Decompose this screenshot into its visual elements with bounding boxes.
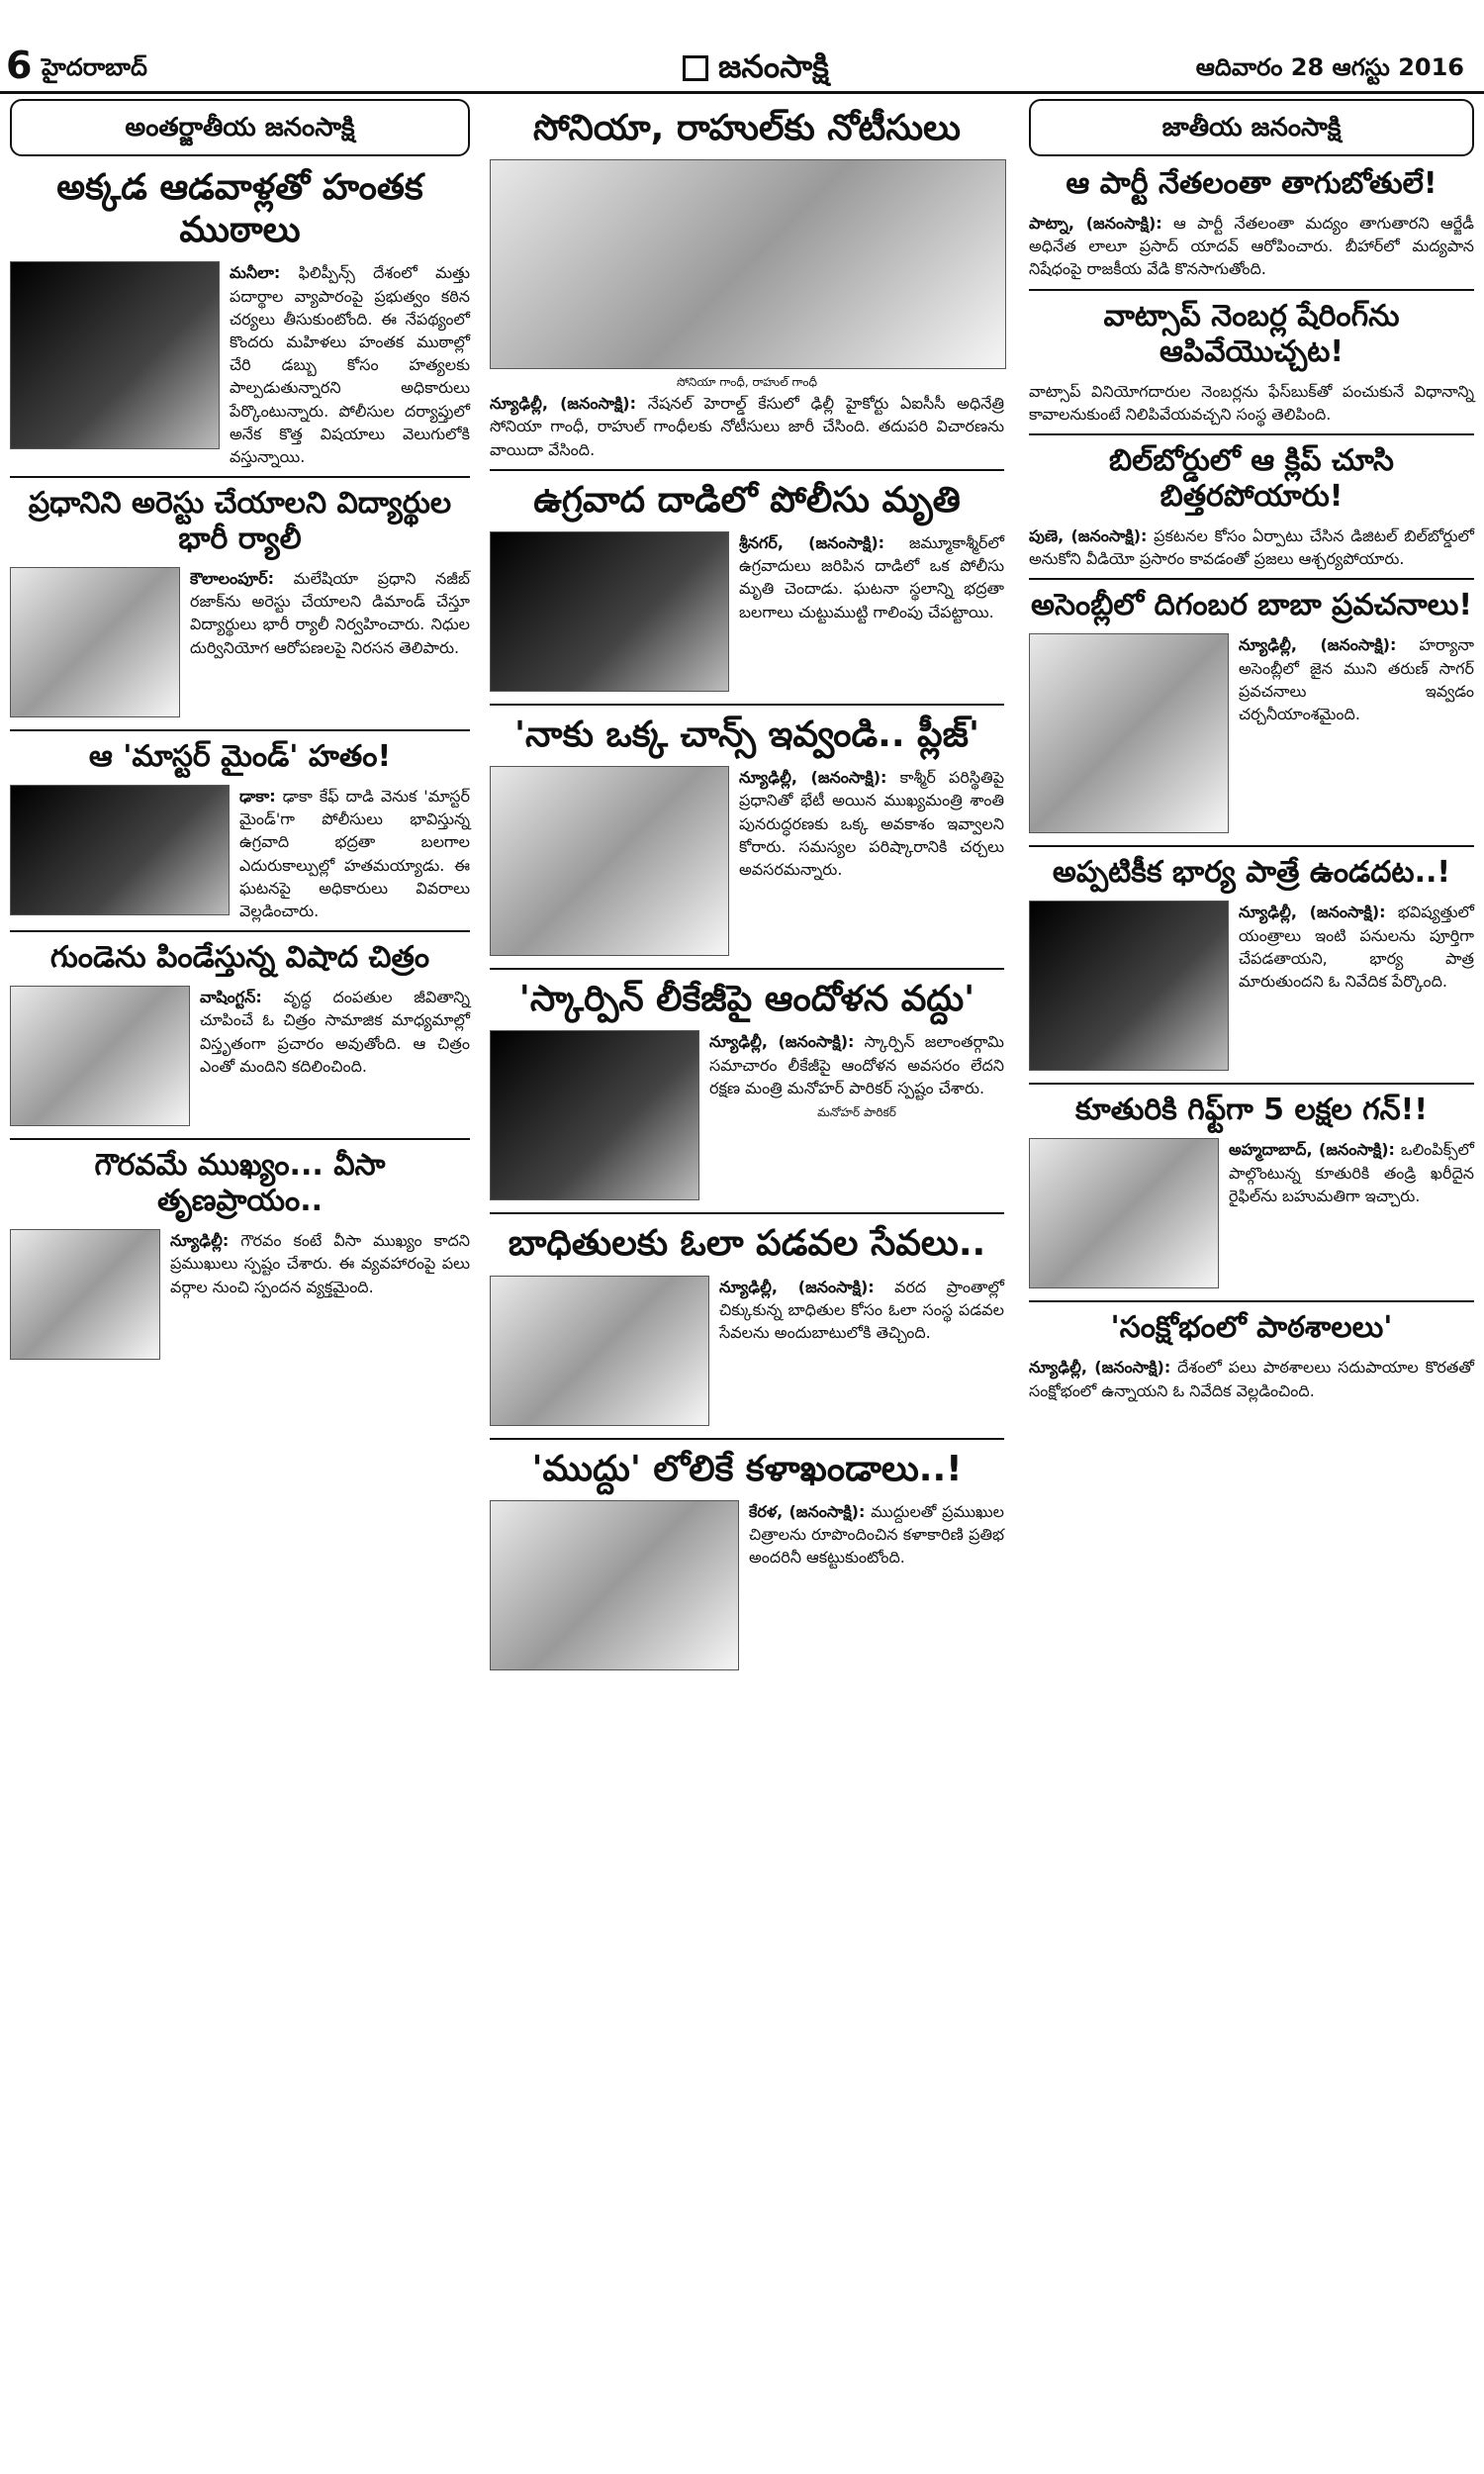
mid-story-4-text: స్కార్పిన్ జలాంతర్గామి సమాచారం లీకేజీపై ఆందోళన అవసరం లేదని రక్షణ మంత్రి మనోహర్ పారికర్ స్పష్టం చేశారు. xyxy=(709,1032,1004,1097)
right-story-1-headline: ఆ పార్టీ నేతలంతా తాగుబోతులే! xyxy=(1066,166,1438,201)
mid-story-1-caption: సోనియా గాంధీ, రాహుల్ గాంధీ xyxy=(677,375,817,390)
right-story-3-headline: బిల్‌బోర్డులో ఆ క్లిప్ చూసి బిత్తరపోయారు! xyxy=(1109,442,1394,514)
right-story-2-body xyxy=(1029,380,1474,426)
left-story-3-headline: ఆ 'మాస్టర్ మైండ్' హతం! xyxy=(88,739,392,775)
international-section-tag: అంతర్జాతీయ జనంసాక్షి xyxy=(10,99,470,156)
right-story-6-dateline: అహ్మదాబాద్, (జనంసాక్షి): xyxy=(1229,1140,1395,1160)
mid-story-6-headline: 'ముద్దు' లోలికే కళాఖండాలు..! xyxy=(531,1448,963,1489)
right-rule-4 xyxy=(1029,845,1474,847)
mid-story-1-text: నేషనల్ హెరాల్డ్ కేసులో ఢిల్లీ హైకోర్టు ఏఐసీసీ అధినేత్రి సోనియా గాంధీ, రాహుల్ గాంధీలకు నోటీసులు జారీ చేసింది. తదుపరి విచారణను వాయిదా వేసింది. xyxy=(490,394,1004,459)
right-story-3-dateline: పుణె, (జనంసాక్షి): xyxy=(1029,525,1148,545)
left-story-3-dateline: ఢాకా: xyxy=(239,787,276,807)
mid-story-6-photo xyxy=(490,1500,739,1670)
mid-story-1-photo xyxy=(490,159,1006,369)
left-story-3-text: ఢాకా కేఫ్ దాడి వెనుక 'మాస్టర్ మైండ్'గా పోలీసులు భావిస్తున్న ఉగ్రవాది భద్రతా బలగాల ఎదురుకాల్పుల్లో హతమయ్యాడు. ఈ ఘటనపై అధికారులు వివరాలు వెల్లడించారు. xyxy=(239,787,470,920)
mid-rule-2 xyxy=(490,704,1004,706)
left-rule-1 xyxy=(10,476,470,478)
mid-story-2-text: జమ్మూకాశ్మీర్‌లో ఉగ్రవాదులు జరిపిన దాడిలో ఒక పోలీసు మృతి చెందాడు. ఘటనా స్థలాన్ని భద్రతా బలగాలు చుట్టుముట్టి గాలింపు చేపట్టాయి. xyxy=(739,532,1004,621)
left-story-2-headline: ప్రధానిని అరెస్టు చేయాలని విద్యార్థుల భారీ ర్యాలీ xyxy=(28,486,452,557)
city-name: హైదరాబాద్ xyxy=(42,53,147,81)
mid-story-6-dateline: కేరళ, (జనంసాక్షి): xyxy=(749,1501,866,1521)
left-story-3-photo xyxy=(10,785,230,915)
left-story-1-headline: అక్కడ ఆడవాళ్లతో హంతక ముఠాలు xyxy=(56,167,423,251)
right-story-3-text: ప్రకటనల కోసం ఏర్పాటు చేసిన డిజిటల్ బిల్‌బోర్డులో అనుకోని వీడియో ప్రసారం కావడంతో ప్రజలు ఆశ్చర్యపోయారు. xyxy=(1029,525,1474,569)
mid-story-4-photo xyxy=(490,1030,699,1200)
issue-date: ఆదివారం 28 ఆగస్టు 2016 xyxy=(1195,53,1464,81)
left-story-4-text: వృద్ధ దంపతుల జీవితాన్ని చూపించే ఓ చిత్రం సామాజిక మాధ్యమాల్లో విస్తృతంగా ప్రచారం అవుతోంది. ఆ చిత్రం ఎంతో మందిని కదిలించింది. xyxy=(200,988,470,1076)
right-story-7-headline: 'సంక్షోభంలో పాఠశాలలు' xyxy=(1110,1310,1393,1346)
left-story-2-photo xyxy=(10,567,180,717)
left-rule-4 xyxy=(10,1138,470,1140)
mid-story-1-body xyxy=(490,392,1004,461)
right-story-5-text: భవిష్యత్తులో యంత్రాలు ఇంటి పనులను పూర్తిగా చేపడతాయని, భార్య పాత్ర మారుతుందని ఓ నివేదిక పేర్కొంది. xyxy=(1239,903,1474,991)
brand-mark-icon xyxy=(683,55,708,81)
mid-story-4-dateline: న్యూఢిల్లీ, (జనంసాక్షి): xyxy=(709,1032,855,1052)
right-story-1-dateline: పాట్నా, (జనంసాక్షి): xyxy=(1029,214,1162,233)
left-story-2-text: మలేషియా ప్రధాని నజీబ్ రజాక్‌ను అరెస్టు చేయాలని డిమాండ్ చేస్తూ విద్యార్థులు భారీ ర్యాలీ నిర్వహించారు. నిధుల దుర్వినియోగ ఆరోపణలపై నిరసన తెలిపారు. xyxy=(190,569,470,657)
right-story-7-body xyxy=(1029,1356,1474,1401)
masthead xyxy=(0,0,1484,94)
mid-story-5-text: వరద ప్రాంతాల్లో చిక్కుకున్న బాధితుల కోసం ఓలా సంస్థ పడవల సేవలను అందుబాటులోకి తెచ్చింది. xyxy=(719,1277,1004,1342)
mid-story-5-photo xyxy=(490,1276,709,1426)
right-story-6-headline: కూతురికి గిఫ్ట్‌గా 5 లక్షల గన్!! xyxy=(1074,1093,1429,1128)
middle-column xyxy=(490,99,1004,1674)
brand-name xyxy=(683,48,829,93)
right-story-7-text: దేశంలో పలు పాఠశాలలు సదుపాయాల కొరతతో సంక్షోభంలో ఉన్నాయని ఓ నివేదిక వెల్లడించింది. xyxy=(1029,1358,1474,1400)
right-story-5-photo xyxy=(1029,901,1229,1071)
right-story-4-photo xyxy=(1029,633,1229,833)
right-story-5-dateline: న్యూఢిల్లీ, (జనంసాక్షి): xyxy=(1239,903,1386,922)
left-story-5-headline: గౌరవమే ముఖ్యం... వీసా తృణప్రాయం.. xyxy=(94,1148,386,1219)
right-story-1-body xyxy=(1029,212,1474,281)
right-story-6-text: ఒలింపిక్స్‌లో పాల్గొంటున్న కూతురికి తండ్రి ఖరీదైన రైఫిల్‌ను బహుమతిగా ఇచ్చారు. xyxy=(1229,1140,1474,1205)
left-rule-3 xyxy=(10,930,470,932)
mid-story-2-dateline: శ్రీనగర్, (జనంసాక్షి): xyxy=(739,532,885,552)
right-rule-3 xyxy=(1029,578,1474,580)
mid-rule-3 xyxy=(490,968,1004,970)
mid-story-2-headline: ఉగ్రవాద దాడిలో పోలీసు మృతి xyxy=(533,479,961,521)
right-story-6-photo xyxy=(1029,1138,1219,1288)
right-rule-2 xyxy=(1029,433,1474,435)
mid-story-1-dateline: న్యూఢిల్లీ, (జనంసాక్షి): xyxy=(490,394,637,414)
right-story-1-text: ఆ పార్టీ నేతలంతా మద్యం తాగుతారని ఆర్జేడీ అధినేత లాలూ ప్రసాద్ యాదవ్ ఆరోపించారు. బీహార్‌లో మద్యపాన నిషేధంపై రాజకీయ వేడి కొనసాగుతోంది. xyxy=(1029,214,1474,279)
national-section-tag: జాతీయ జనంసాక్షి xyxy=(1029,99,1474,156)
right-rule-1 xyxy=(1029,289,1474,291)
right-column xyxy=(1029,99,1474,1402)
left-story-4-photo xyxy=(10,986,190,1126)
mid-story-3-photo xyxy=(490,766,729,956)
mid-story-4-headline: 'స్కార్పిన్ లీకేజీపై ఆందోళన వద్దు' xyxy=(518,979,975,1020)
right-story-2-text: వాట్సాప్ వినియోగదారుల నెంబర్లను ఫేస్‌బుక్‌తో పంచుకునే విధానాన్ని కావాలనుకుంటే నిలిపివేయవచ్చని సంస్థ తెలిపింది. xyxy=(1029,381,1474,424)
mid-story-2-photo xyxy=(490,531,729,692)
mid-story-5-headline: బాధితులకు ఓలా పడవల సేవలు.. xyxy=(508,1223,986,1265)
mid-story-3-text: కాశ్మీర్ పరిస్థితిపై ప్రధానితో భేటీ అయిన ముఖ్యమంత్రి శాంతి పునరుద్ధరణకు ఒక్క అవకాశం ఇవ్వాలని కోరారు. సమస్యల పరిష్కారానికి చర్చలు అవసరమన్నారు. xyxy=(739,768,1004,879)
mid-story-4-caption: మనోహర్ పారికర్ xyxy=(817,1104,896,1119)
mid-story-3-dateline: న్యూఢిల్లీ, (జనంసాక్షి): xyxy=(739,768,887,788)
left-story-4-headline: గుండెను పిండేస్తున్న విషాద చిత్రం xyxy=(49,940,430,976)
right-rule-6 xyxy=(1029,1300,1474,1302)
mid-story-1-headline: సోనియా, రాహుల్‌కు నోటీసులు xyxy=(532,108,962,148)
right-story-4-headline: అసెంబ్లీలో దిగంబర బాబా ప్రవచనాలు! xyxy=(1030,588,1473,623)
left-story-2-dateline: కౌలాలంపూర్: xyxy=(190,569,274,589)
left-column xyxy=(10,99,470,1364)
right-story-5-headline: అప్పటికీక భార్య పాత్రే ఉండదట..! xyxy=(1052,855,1451,891)
left-story-5-photo xyxy=(10,1229,160,1360)
mid-rule-4 xyxy=(490,1212,1004,1214)
mid-story-3-headline: 'నాకు ఒక్క చాన్స్ ఇవ్వండి.. ప్లీజ్' xyxy=(514,714,979,755)
left-story-5-dateline: న్యూఢిల్లీ: xyxy=(170,1231,230,1251)
left-rule-2 xyxy=(10,729,470,731)
brand-text: జనంసాక్షి xyxy=(718,48,829,85)
mid-story-6-text: ముద్దులతో ప్రముఖుల చిత్రాలను రూపొందించిన కళాకారిణి ప్రతిభ అందరినీ ఆకట్టుకుంటోంది. xyxy=(749,1501,1004,1568)
left-story-1-photo xyxy=(10,261,220,449)
right-story-3-body xyxy=(1029,524,1474,570)
right-story-4-text: హర్యానా అసెంబ్లీలో జైన ముని తరుణ్ సాగర్ ప్రవచనాలు ఇవ్వడం చర్చనీయాంశమైంది. xyxy=(1239,635,1474,723)
left-story-1-dateline: మనీలా: xyxy=(230,263,281,283)
right-rule-5 xyxy=(1029,1083,1474,1085)
left-story-4-dateline: వాషింగ్టన్: xyxy=(200,988,262,1007)
mid-rule-5 xyxy=(490,1438,1004,1440)
left-story-1-text: ఫిలిప్పీన్స్ దేశంలో మత్తు పదార్థాల వ్యాపారంపై ప్రభుత్వం కఠిన చర్యలు తీసుకుంటోంది. ఈ నేపథ్యంలో కొందరు మహిళలు హంతక ముఠాల్లో చేరి డబ్బు కోసం హత్యలకు పాల్పడుతున్నారని అధికారులు పేర్కొంటున్నారు. పోలీసుల దర్యాప్తులో అనేక కొత్త విషయాలు వెలుగులోకి వస్తున్నాయి. xyxy=(230,263,470,466)
mid-rule-1 xyxy=(490,469,1004,471)
right-story-4-dateline: న్యూఢిల్లీ, (జనంసాక్షి): xyxy=(1239,635,1397,655)
left-story-5-text: గౌరవం కంటే వీసా ముఖ్యం కాదని ప్రముఖులు స్పష్టం చేశారు. ఈ వ్యవహారంపై పలు వర్గాల నుంచి స్పందన వ్యక్తమైంది. xyxy=(170,1231,470,1296)
right-story-7-dateline: న్యూఢిల్లీ, (జనంసాక్షి): xyxy=(1029,1358,1171,1378)
page-number: 6 xyxy=(6,44,33,87)
right-story-2-headline: వాట్సాప్ నెంబర్ల షేరింగ్‌ను ఆపివేయొచ్చట! xyxy=(1103,298,1400,369)
mid-story-5-dateline: న్యూఢిల్లీ, (జనంసాక్షి): xyxy=(719,1277,875,1296)
